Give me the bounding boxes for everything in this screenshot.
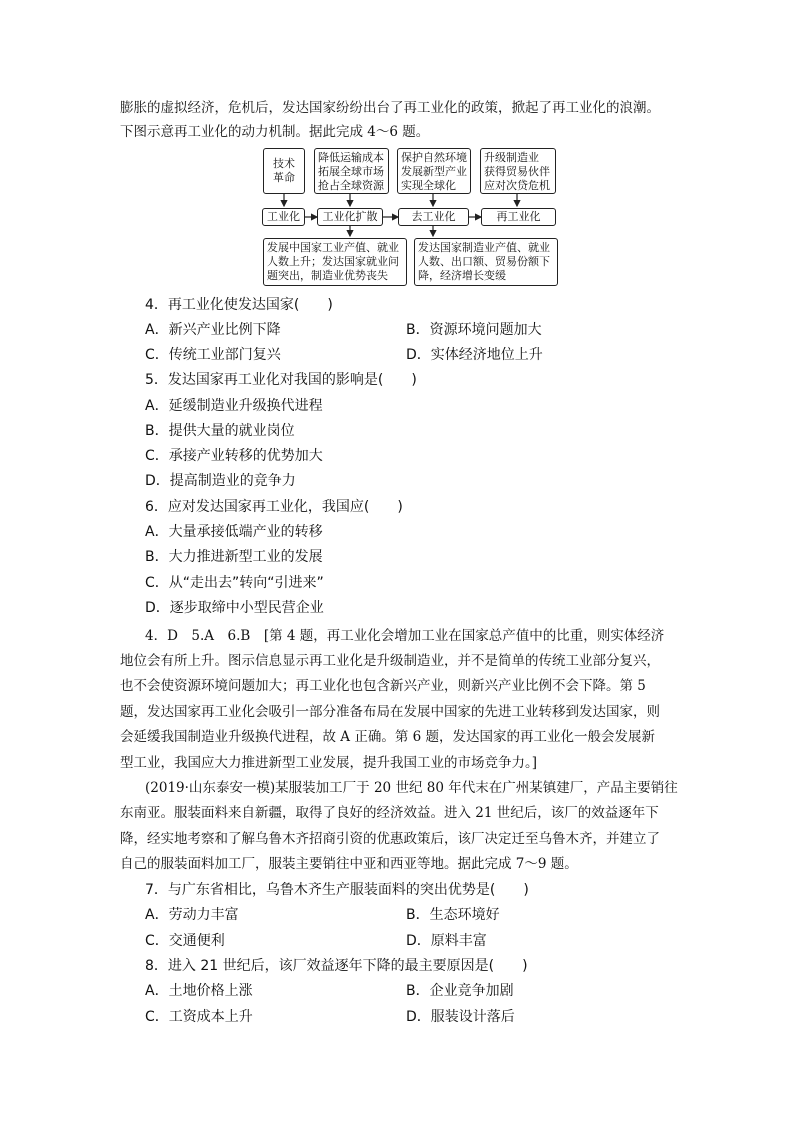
question-6-option-a: A．大量承接低端产业的转移 [145,524,323,540]
bottom-box-developing-countries [263,238,407,286]
intro-line-1: 膨胀的虚拟经济，危机后，发达国家纷纷出台了再工业化的政策，掀起了再工业化的浪潮。 [120,100,660,116]
bottom-box-line: 发达国家制造业产值、就业 [418,241,550,254]
question-6-option-d: D．逐步取缔中小型民营企业 [145,600,324,616]
passage-line-4: 自己的服装面料加工厂，服装主要销往中亚和西亚等地。据此完成 7～9 题。 [120,856,578,872]
question-5-option-a: A．延缓制造业升级换代进程 [145,398,323,414]
top-box-line: 获得贸易伙伴 [484,165,550,178]
top-box-diffusion-drivers [314,148,389,194]
top-box-line: 实现全球化 [401,179,456,192]
top-box-line: 应对次贷危机 [484,179,550,192]
question-7-option-a: A．劳动力丰富 [145,907,239,923]
question-8-stem: 8．进入 21 世纪后，该厂效益逐年下降的最主要原因是( ) [145,958,528,974]
question-5-option-d: D．提高制造业的竞争力 [145,473,296,489]
top-box-line: 发展新型产业 [401,165,467,178]
question-5-option-c: C．承接产业转移的优势加大 [145,448,323,464]
stage-label: 工业化扩散 [322,210,378,223]
passage-line-3: 降，经实地考察和了解乌鲁木齐招商引资的优惠政策后，该厂决定迁至乌鲁木齐，并建立了 [120,831,660,847]
answer-line-5: 会延缓我国制造业升级换代进程，故 A 正确。第 6 题，发达国家的再工业化一般会发展新 [120,729,656,745]
question-4-option-d: D．实体经济地位上升 [406,347,543,363]
question-8-option-b: B．企业竞争加剧 [406,983,514,999]
question-7-option-d: D．原料丰富 [406,933,487,949]
intro-line-2: 下图示意再工业化的动力机制。据此完成 4～6 题。 [120,124,430,140]
bottom-box-line: 人数、出口额、贸易份额下 [418,255,550,268]
question-8-option-c: C．工资成本上升 [145,1009,253,1025]
stage-deindustrialization [398,208,469,226]
top-box-line: 抢占全球资源 [318,179,384,192]
stage-label: 再工业化 [496,210,541,223]
question-6-option-b: B．大力推进新型工业的发展 [145,549,323,565]
top-box-line: 降低运输成本 [318,151,384,164]
passage-line-1: (2019·山东泰安一模)某服装加工厂于 20 世纪 80 年代末在广州某镇建厂，产品主要销往 [145,780,678,796]
question-5-stem: 5．发达国家再工业化对我国的影响是( ) [145,372,417,388]
answer-line-6: 型工业，我国应大力推进新型工业发展，提升我国工业的市场竞争力。] [120,755,538,771]
stage-industrialization-diffusion [317,208,383,226]
question-8-option-a: A．土地价格上涨 [145,983,253,999]
question-4-option-c: C．传统工业部门复兴 [145,347,281,363]
bottom-box-line: 人数上升；发达国家就业问 [267,255,399,268]
stage-label: 工业化 [267,210,300,223]
top-box-reindustrialization-drivers [480,148,556,194]
top-box-line: 革命 [273,171,295,184]
top-box-line: 技术 [273,157,295,170]
top-box-line: 拓展全球市场 [318,165,384,178]
top-box-tech-revolution [263,148,305,194]
answer-line-2: 地位会有所上升。图示信息显示再工业化是升级制造业，并不是简单的传统工业部分复兴， [120,653,660,669]
question-5-option-b: B．提供大量的就业岗位 [145,423,295,439]
bottom-box-line: 降，经济增长变缓 [418,269,506,282]
question-7-option-c: C．交通便利 [145,933,225,949]
top-box-deindustrialization-drivers [397,148,471,194]
answer-line-4: 题，发达国家再工业化会吸引一部分准备布局在发展中国家的先进工业转移到发达国家，则 [120,704,660,720]
top-box-line: 升级制造业 [484,151,539,164]
answer-line-1: 4．D 5.A 6.B [第 4 题，再工业化会增加工业在国家总产值中的比重，则实体经济 [145,628,665,644]
question-4-option-a: A．新兴产业比例下降 [145,322,281,338]
question-4-stem: 4．再工业化使发达国家( ) [145,297,333,313]
answer-line-3: 也不会使资源环境问题加大；再工业化也包含新兴产业，则新兴产业比例不会下降。第 5 [120,678,646,694]
stage-reindustrialization [481,208,556,226]
question-6-option-c: C．从“走出去”转向“引进来” [145,575,324,591]
question-7-option-b: B．生态环境好 [406,907,500,923]
question-7-stem: 7．与广东省相比，乌鲁木齐生产服装面料的突出优势是( ) [145,882,529,898]
stage-industrialization [262,208,305,226]
bottom-box-developed-countries [414,238,558,286]
bottom-box-line: 发展中国家工业产值、就业 [267,241,399,254]
passage-line-2: 东南亚。服装面料来自新疆，取得了良好的经济效益。进入 21 世纪后，该厂的效益逐年下 [120,805,659,821]
question-4-option-b: B．资源环境问题加大 [406,322,542,338]
bottom-box-line: 题突出，制造业优势丧失 [267,269,388,282]
stage-label: 去工业化 [411,210,456,223]
top-box-line: 保护自然环境 [401,151,467,164]
question-6-stem: 6．应对发达国家再工业化，我国应( ) [145,499,403,515]
question-8-option-d: D．服装设计落后 [406,1009,515,1025]
